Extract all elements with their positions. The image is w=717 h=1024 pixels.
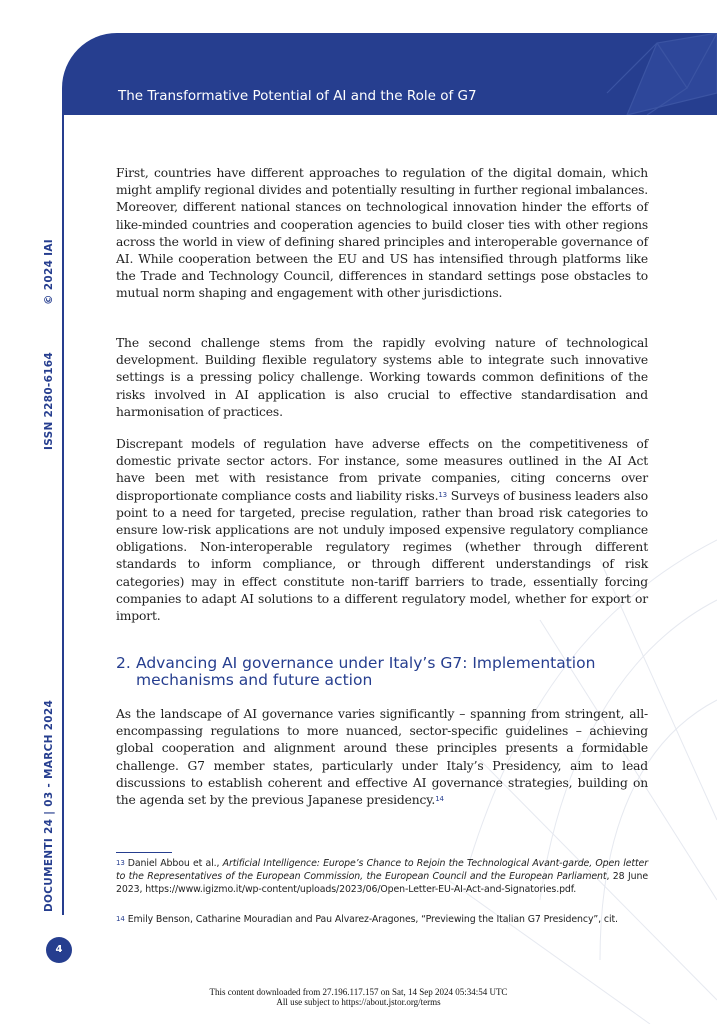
- footnote-13-number: 13: [116, 859, 125, 867]
- header-decoration: [587, 33, 717, 115]
- paragraph-4: [116, 706, 648, 809]
- footnote-13-title: Artificial Intelligence: Europe’s Chance to Rejoin the Technological Avant-garde, Open letter to the Representatives of the European Commission, the European Council and the European Parliament: [116, 858, 648, 883]
- paragraph-3: [116, 436, 648, 625]
- copyright-label: © 2024 IAI: [43, 239, 55, 305]
- left-margin-rule: [62, 115, 64, 915]
- running-header-title: The Transformative Potential of AI and the Role of G7: [118, 88, 477, 104]
- paragraph-2: The second challenge stems from the rapidly evolving nature of technological development. Building flexible regulatory systems able to integrate such innovative settings is a pressing policy challenge. Working towards common definitions of the risks involved in AI application is also crucial to effective standardisation and harmonisation of practices.: [116, 336, 648, 419]
- footnote-13-tail: , 28 June 2023, https://www.igizmo.it/wp-content/uploads/2023/06/Open-Letter-EU-AI-Act-and-Signatories.pdf.: [116, 871, 648, 896]
- paragraph-3-part-a: Discrepant models of regulation have adverse effects on the competitiveness of domestic private sector actors. For instance, some measures outlined in the AI Act have been met with resistance from private companies, citing concerns over disproportionate compliance costs and liability risks.: [116, 437, 648, 503]
- download-notice-line-2: All use subject to https://about.jstor.org/terms: [276, 997, 441, 1007]
- header-band: [62, 33, 717, 115]
- section-heading: [116, 655, 656, 689]
- footnote-14-text: Emily Benson, Catharine Mouradian and Pau Alvarez-Aragones, “Previewing the Italian G7 Presidency”, cit.: [127, 914, 618, 925]
- footnote-ref-14[interactable]: 14: [435, 795, 444, 804]
- series-label: DOCUMENTI 24 | 03 - MARCH 2024: [43, 699, 55, 912]
- issn-label: ISSN 2280-6164: [43, 351, 55, 450]
- footnote-14: [116, 913, 648, 926]
- footnote-13: [116, 857, 648, 897]
- page-number-badge: 4: [46, 937, 72, 963]
- paragraph-1: First, countries have different approaches to regulation of the digital domain, which might amplify regional divides and potentially resulting in further regional imbalances. Moreover, different national stances on technological innovation hinder the efforts of like-minded countries and cooperation agencies to build closer ties with other regions across the world in view of defining shared principles and interoperable governance of AI. While cooperation between the EU and US has intensified through platforms like the Trade and Technology Council, differences in standard settings pose obstacles to mutual norm shaping and engagement with other jurisdictions.: [116, 166, 648, 301]
- footnote-14-number: 14: [116, 915, 125, 923]
- paragraph-3-part-b: Surveys of business leaders also point to a need for targeted, precise regulation, rather than broad risk categories to ensure low-risk applications are not unduly imposed expensive regulatory compliance obligations. Non-interoperable regulatory regimes (whether through different standards to inform compliance, or through different understandings of risk categories) may in effect constitute non-tariff barriers to trade, essentially forcing companies to adapt AI solutions to a different regulatory model, whether for export or import.: [116, 488, 648, 624]
- section-title: Advancing AI governance under Italy’s G7: Implementation mechanisms and future action: [136, 654, 596, 689]
- download-notice-line-1: This content downloaded from 27.196.117.157 on Sat, 14 Sep 2024 05:34:54 UTC: [209, 987, 508, 997]
- footnote-divider: [116, 852, 172, 853]
- section-number: 2.: [116, 654, 131, 672]
- footnote-ref-13[interactable]: 13: [438, 490, 447, 499]
- paragraph-4-text: As the landscape of AI governance varies significantly – spanning from stringent, all-encompassing regulations to more nuanced, sector-specific guidelines – achieving global cooperation and alignment around these principles presents a formidable challenge. G7 member states, particularly under Italy’s Presidency, aim to lead discussions to establish coherent and effective AI governance strategies, building on the agenda set by the previous Japanese presidency.: [116, 707, 648, 808]
- footnote-13-lead: Daniel Abbou et al.,: [127, 858, 223, 869]
